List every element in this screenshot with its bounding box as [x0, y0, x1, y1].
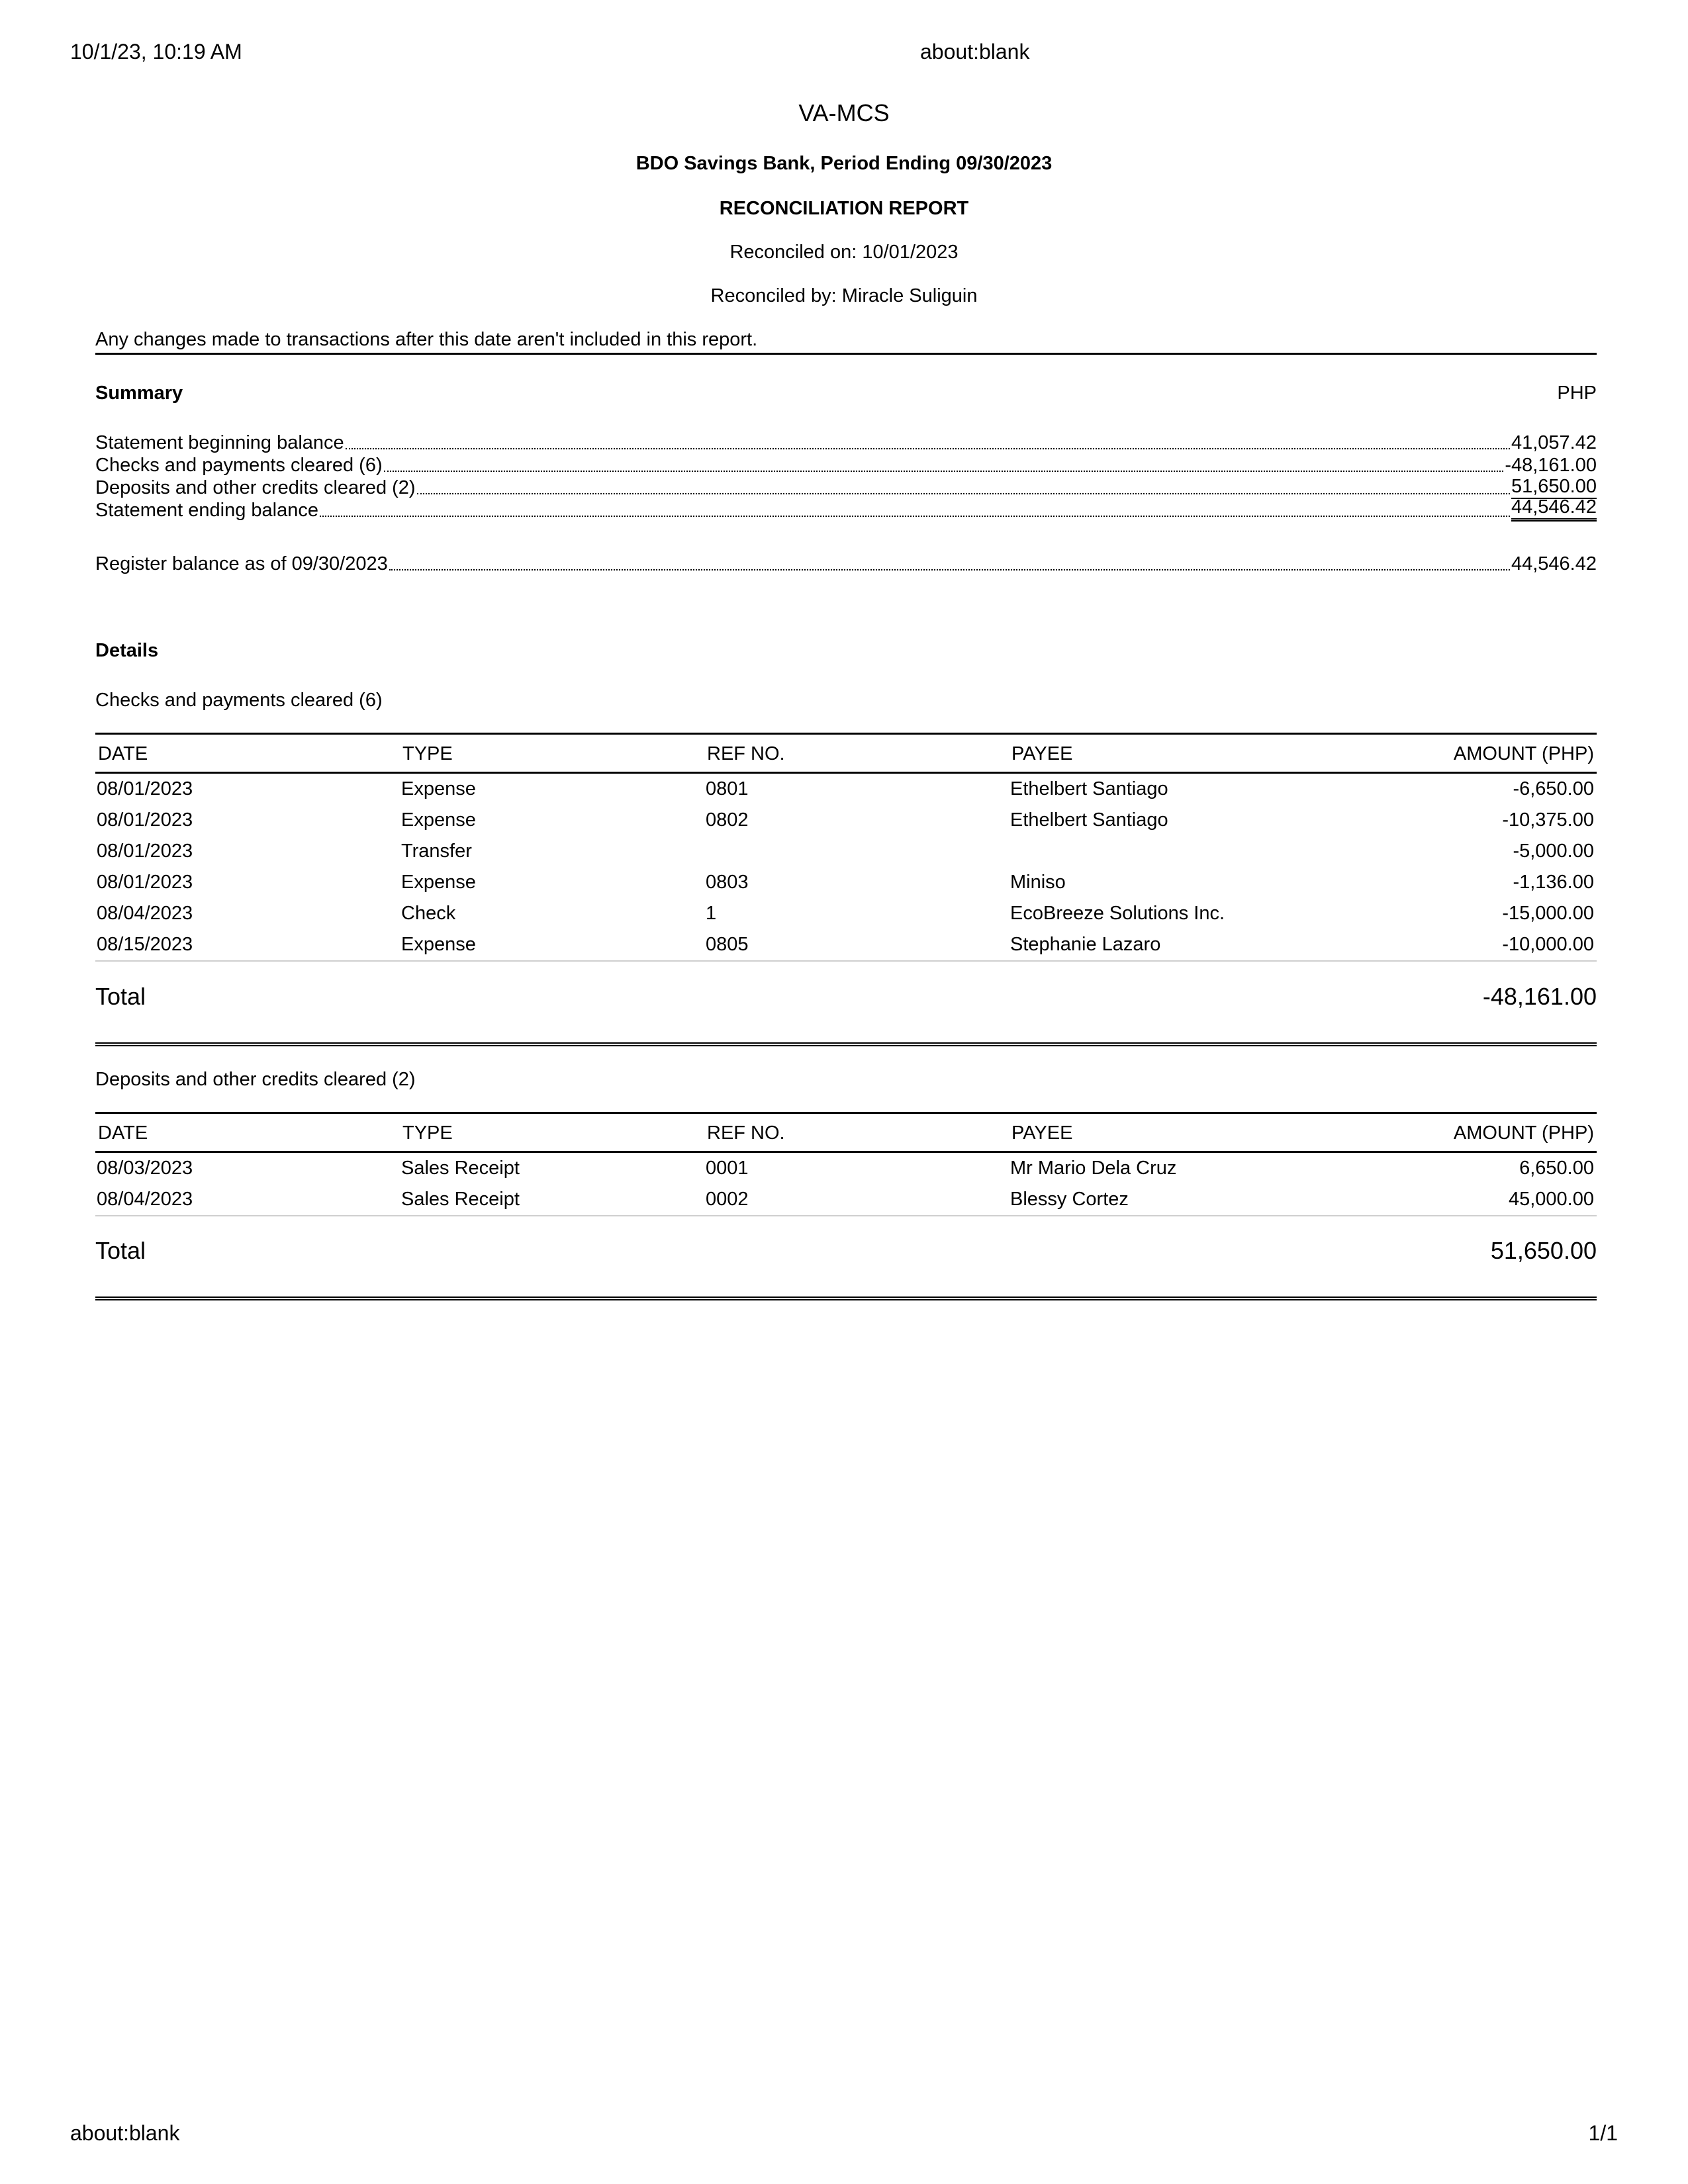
cell-amount: -10,000.00 — [1313, 929, 1597, 961]
col-date: DATE — [95, 1113, 400, 1152]
deposits-total-row — [95, 1217, 1597, 1300]
summary-row-ending — [95, 496, 1597, 522]
cell-ref: 0801 — [706, 778, 749, 799]
report-title: RECONCILIATION REPORT — [719, 198, 969, 219]
cell-type: Expense — [401, 872, 476, 893]
summary-row-checks — [95, 454, 1597, 477]
summary-label: Deposits and other credits cleared (2) — [95, 477, 416, 498]
total-amount: -48,161.00 — [1482, 983, 1597, 1010]
checks-rows — [95, 773, 1597, 962]
cell-payee — [1009, 836, 1313, 867]
summary-amount: 44,546.42 — [1511, 496, 1597, 522]
print-page-number: 1/1 — [1588, 2121, 1618, 2145]
cell-ref: 0805 — [704, 929, 1009, 961]
cell-type: Expense — [400, 929, 704, 961]
checks-table — [95, 733, 1597, 962]
cell-payee: Blessy Cortez — [1009, 1184, 1313, 1216]
deposits-rows — [95, 1152, 1597, 1216]
summary-label: Statement beginning balance — [95, 432, 344, 453]
cell-type: Transfer — [401, 841, 472, 862]
col-payee: PAYEE — [1009, 734, 1313, 773]
table-header-row — [95, 734, 1597, 773]
table-row — [95, 867, 1597, 898]
table-row — [95, 898, 1597, 929]
cell-amount: 45,000.00 — [1313, 1184, 1597, 1216]
cell-type: Check — [401, 903, 456, 924]
cell-date: 08/04/2023 — [95, 1184, 400, 1216]
table-row — [95, 929, 1597, 961]
cell-ref — [704, 836, 1009, 867]
summary-label: Checks and payments cleared (6) — [95, 455, 383, 476]
cell-date: 08/03/2023 — [97, 1158, 193, 1179]
cell-amount: -10,375.00 — [1502, 809, 1594, 831]
cell-date: 08/15/2023 — [95, 929, 400, 961]
cell-ref: 0802 — [706, 809, 749, 831]
cell-payee: EcoBreeze Solutions Inc. — [1010, 903, 1225, 924]
leader-dots — [389, 569, 1510, 570]
cell-date: 08/04/2023 — [97, 903, 193, 924]
cell-payee: Ethelbert Santiago — [1010, 778, 1168, 799]
summary-amount: 41,057.42 — [1511, 432, 1597, 453]
cell-amount: 6,650.00 — [1519, 1158, 1594, 1179]
checks-section-title: Checks and payments cleared (6) — [95, 690, 383, 711]
cell-amount: -5,000.00 — [1513, 841, 1594, 862]
cell-payee: Stephanie Lazaro — [1009, 929, 1313, 961]
table-row — [95, 1152, 1597, 1185]
summary-row-deposits — [95, 477, 1597, 499]
cell-type: Sales Receipt — [400, 1184, 704, 1216]
reconciled-by: Reconciled by: Miracle Suliguin — [710, 285, 978, 306]
table-row — [95, 773, 1597, 805]
col-ref: REF NO. — [704, 734, 1009, 773]
cell-amount: -6,650.00 — [1513, 778, 1594, 799]
account-title: BDO Savings Bank, Period Ending 09/30/2023 — [635, 153, 1053, 174]
leader-dots — [320, 516, 1510, 517]
table-row — [95, 836, 1597, 867]
checks-total-row — [95, 963, 1597, 1046]
print-url-top: about:blank — [920, 40, 1030, 64]
deposits-section-title: Deposits and other credits cleared (2) — [95, 1069, 416, 1090]
summary-amount: -48,161.00 — [1505, 455, 1597, 476]
reconciled-on: Reconciled on: 10/01/2023 — [729, 242, 959, 263]
total-amount: 51,650.00 — [1490, 1237, 1597, 1264]
col-payee: PAYEE — [1009, 1113, 1313, 1152]
cell-payee: Mr Mario Dela Cruz — [1010, 1158, 1177, 1179]
leader-dots — [417, 493, 1510, 494]
print-url-bottom: about:blank — [70, 2121, 180, 2145]
summary-amount: 44,546.42 — [1511, 553, 1597, 574]
deposits-table — [95, 1112, 1597, 1216]
col-ref: REF NO. — [704, 1113, 1009, 1152]
summary-label: Statement ending balance — [95, 500, 318, 521]
summary-label: Register balance as of 09/30/2023 — [95, 553, 388, 574]
cell-date: 08/01/2023 — [97, 809, 193, 831]
cell-type: Sales Receipt — [401, 1158, 520, 1179]
col-amount: AMOUNT (PHP) — [1313, 734, 1597, 773]
company-name: VA-MCS — [798, 99, 890, 126]
summary-row-beginning — [95, 432, 1597, 454]
cell-date: 08/01/2023 — [97, 778, 193, 799]
cell-amount: -1,136.00 — [1513, 872, 1594, 893]
cell-ref: 0803 — [706, 872, 749, 893]
col-type: TYPE — [400, 1113, 704, 1152]
cell-payee: Miniso — [1010, 872, 1066, 893]
cell-type: Expense — [401, 778, 476, 799]
cell-amount: -15,000.00 — [1502, 903, 1594, 924]
total-label: Total — [95, 983, 146, 1010]
col-date: DATE — [95, 734, 400, 773]
cell-payee: Ethelbert Santiago — [1010, 809, 1168, 831]
cell-date: 08/01/2023 — [97, 841, 193, 862]
leader-dots — [384, 471, 1504, 472]
print-datetime: 10/1/23, 10:19 AM — [70, 40, 242, 64]
leader-dots — [346, 448, 1510, 449]
cell-ref: 0001 — [706, 1158, 749, 1179]
col-type: TYPE — [400, 734, 704, 773]
table-row — [95, 805, 1597, 836]
total-label: Total — [95, 1237, 146, 1264]
summary-heading: Summary — [95, 383, 183, 404]
report-notice-text: Any changes made to transactions after this date aren't included in this report. — [95, 329, 758, 350]
table-header-row — [95, 1113, 1597, 1152]
report-notice — [95, 329, 1597, 355]
cell-date: 08/01/2023 — [97, 872, 193, 893]
summary-currency: PHP — [1557, 383, 1597, 404]
cell-ref: 0002 — [704, 1184, 1009, 1216]
details-heading: Details — [95, 640, 159, 661]
cell-ref: 1 — [706, 903, 717, 924]
table-row — [95, 1184, 1597, 1216]
summary-amount: 51,650.00 — [1511, 476, 1597, 499]
col-amount: AMOUNT (PHP) — [1313, 1113, 1597, 1152]
cell-type: Expense — [401, 809, 476, 831]
summary-row-register — [95, 553, 1597, 575]
